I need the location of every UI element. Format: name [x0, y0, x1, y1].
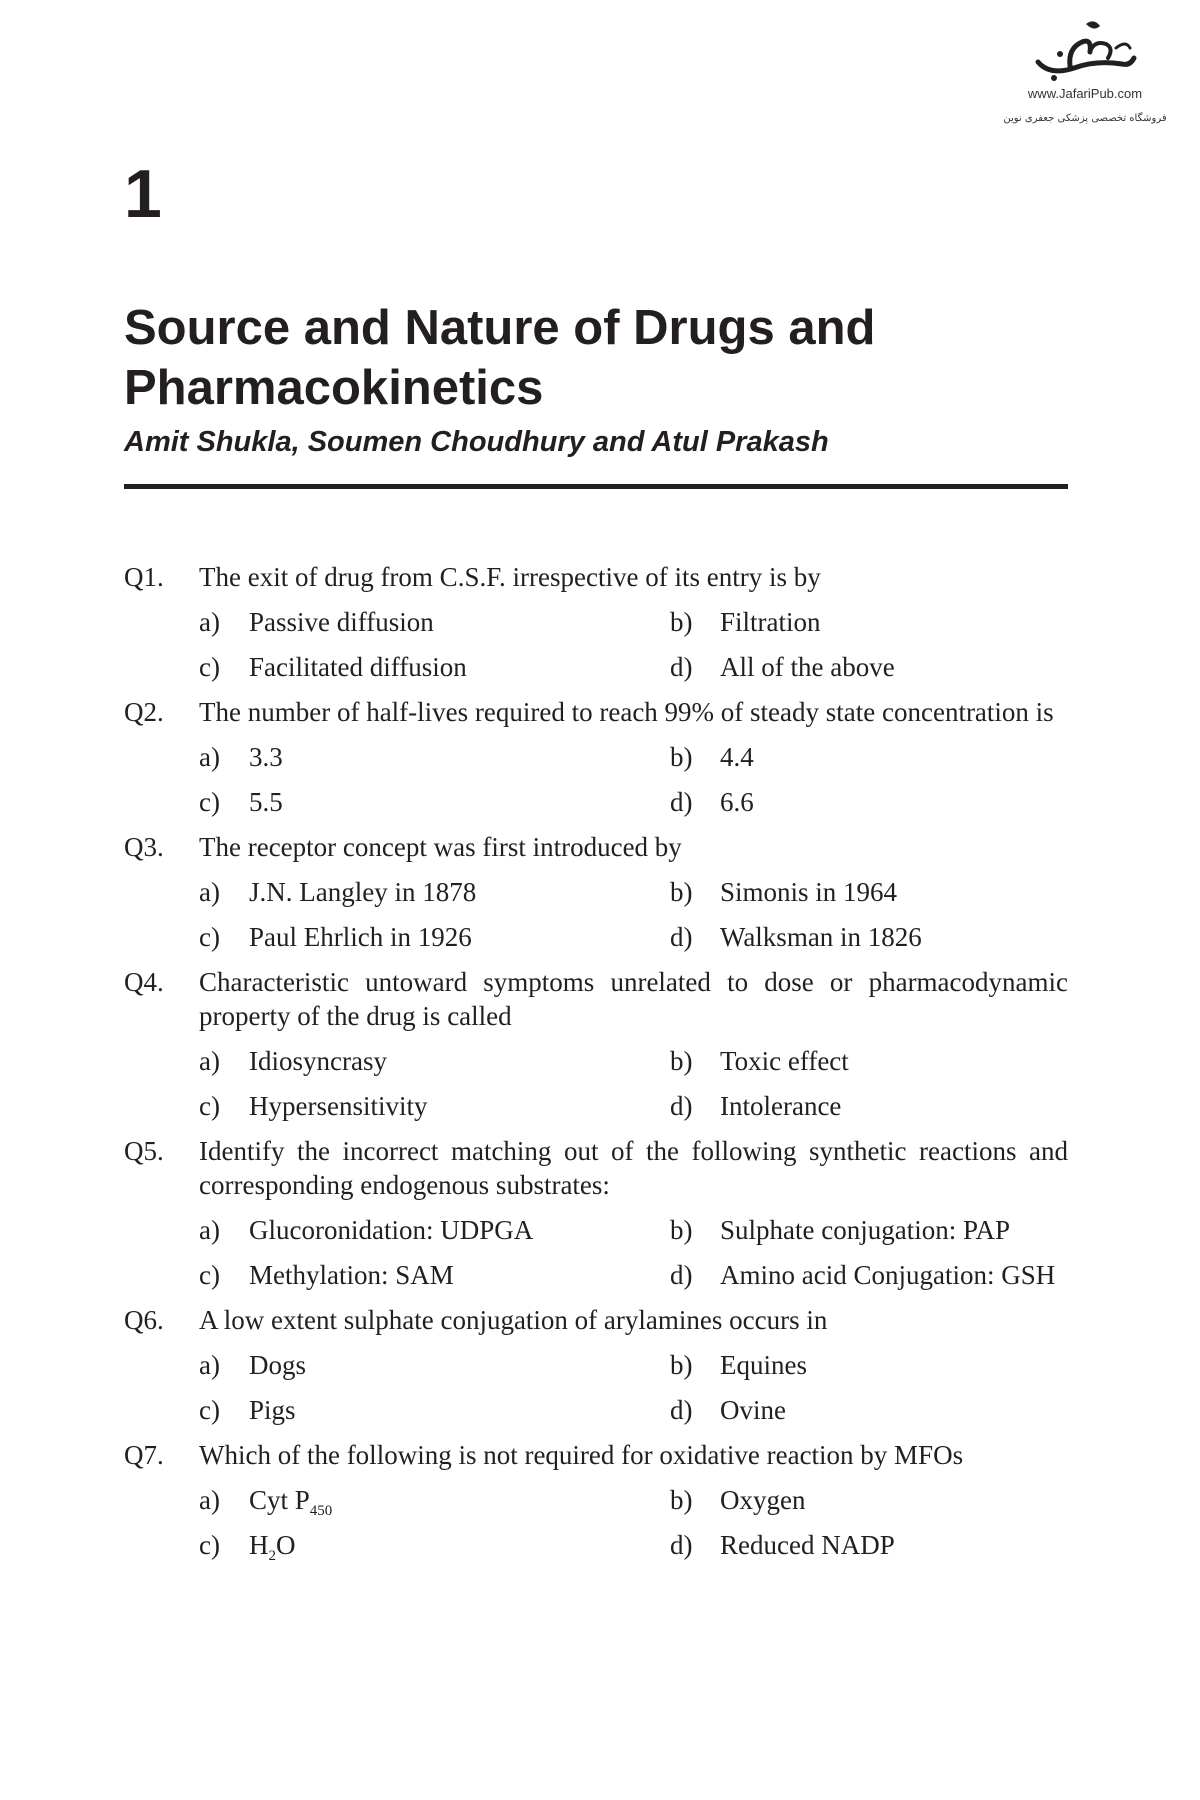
answer-options	[199, 605, 1068, 695]
option-text	[249, 605, 670, 639]
answer-options	[199, 1213, 1068, 1303]
option-text	[249, 650, 670, 684]
question-item	[124, 1134, 1068, 1303]
option-main-text: 4.4	[720, 742, 754, 772]
option-text	[249, 1089, 670, 1123]
option-letter: c)	[199, 922, 220, 952]
answer-options	[199, 1348, 1068, 1438]
option-text	[720, 1393, 1068, 1427]
option-letter: d)	[670, 787, 693, 817]
title-divider	[124, 484, 1068, 489]
answer-option	[199, 1213, 670, 1247]
option-main-text: J.N. Langley in 1878	[249, 877, 477, 907]
question-row	[124, 1438, 1068, 1472]
answer-option	[199, 875, 670, 909]
answer-option	[199, 1348, 670, 1382]
option-letter: a)	[199, 742, 220, 772]
question-row	[124, 695, 1068, 729]
option-suffix-text: O	[276, 1530, 296, 1560]
question-row	[124, 560, 1068, 594]
option-letter: c)	[199, 1530, 220, 1560]
question-number: Q7.	[124, 1440, 164, 1470]
answer-options	[199, 1483, 1068, 1573]
answer-option	[670, 1044, 1068, 1078]
option-letter: d)	[670, 1091, 693, 1121]
answer-option	[199, 1258, 670, 1292]
answer-option	[199, 740, 670, 774]
option-text	[720, 1258, 1068, 1292]
option-main-text: Intolerance	[720, 1091, 842, 1121]
option-main-text: Toxic effect	[720, 1046, 849, 1076]
option-text	[720, 1213, 1068, 1247]
answer-option	[199, 650, 670, 684]
option-main-text: Reduced NADP	[720, 1530, 895, 1560]
option-text	[720, 920, 1068, 954]
option-letter: b)	[670, 742, 693, 772]
question-list	[124, 560, 1068, 1573]
option-letter: a)	[199, 877, 220, 907]
option-text	[720, 875, 1068, 909]
answer-option	[670, 875, 1068, 909]
option-letter: a)	[199, 607, 220, 637]
option-main-text: Oxygen	[720, 1485, 806, 1515]
answer-option	[199, 1528, 670, 1562]
option-main-text: Paul Ehrlich in 1926	[249, 922, 472, 952]
option-text	[249, 920, 670, 954]
option-main-text: H	[249, 1530, 269, 1560]
question-row	[124, 1303, 1068, 1337]
answer-option	[199, 1393, 670, 1427]
answer-option	[670, 650, 1068, 684]
answer-option	[670, 1528, 1068, 1562]
option-text	[249, 1348, 670, 1382]
option-text	[720, 1483, 1068, 1517]
option-main-text: Cyt P	[249, 1485, 310, 1515]
option-letter: c)	[199, 787, 220, 817]
option-text	[720, 740, 1068, 774]
option-text	[720, 605, 1068, 639]
option-letter: b)	[670, 1485, 693, 1515]
answer-option	[199, 785, 670, 819]
answer-option	[199, 605, 670, 639]
option-main-text: 6.6	[720, 787, 754, 817]
option-letter: a)	[199, 1350, 220, 1380]
option-subscript: 2	[268, 1548, 276, 1564]
option-text	[720, 1528, 1068, 1562]
option-main-text: Walksman in 1826	[720, 922, 922, 952]
answer-option	[199, 1089, 670, 1123]
option-letter: d)	[670, 652, 693, 682]
answer-option	[670, 1348, 1068, 1382]
option-main-text: Amino acid Conjugation: GSH	[720, 1260, 1056, 1290]
answer-options	[199, 875, 1068, 965]
option-text	[249, 785, 670, 819]
question-item	[124, 1303, 1068, 1438]
option-letter: a)	[199, 1215, 220, 1245]
option-text	[249, 1258, 670, 1292]
option-text	[249, 740, 670, 774]
option-main-text: Glucoronidation: UDPGA	[249, 1215, 534, 1245]
option-text	[720, 1044, 1068, 1078]
option-main-text: 3.3	[249, 742, 283, 772]
option-main-text: Idiosyncrasy	[249, 1046, 387, 1076]
question-item	[124, 1438, 1068, 1573]
option-main-text: All of the above	[720, 652, 895, 682]
question-number: Q4.	[124, 967, 164, 997]
answer-option	[670, 920, 1068, 954]
chapter-title: Source and Nature of Drugs and Pharmacokinetics	[124, 301, 876, 415]
answer-options	[199, 1044, 1068, 1134]
question-number: Q1.	[124, 562, 164, 592]
question-item	[124, 695, 1068, 830]
question-text: Which of the following is not required for oxidative reaction by MFOs	[199, 1440, 964, 1470]
question-item	[124, 965, 1068, 1134]
option-main-text: Simonis in 1964	[720, 877, 898, 907]
answer-option	[670, 1483, 1068, 1517]
chapter-number: 1	[124, 156, 162, 232]
publisher-logo	[990, 18, 1180, 124]
option-text	[249, 875, 670, 909]
answer-option	[199, 920, 670, 954]
option-text	[720, 785, 1068, 819]
question-item	[124, 560, 1068, 695]
chapter-authors: Amit Shukla, Soumen Choudhury and Atul Prakash	[124, 426, 829, 458]
jafari-calligraphy-logo-icon	[1030, 18, 1140, 84]
question-text: The exit of drug from C.S.F. irrespective of its entry is by	[199, 562, 821, 592]
option-text	[720, 1348, 1068, 1382]
option-letter: b)	[670, 1215, 693, 1245]
option-letter: d)	[670, 922, 693, 952]
option-letter: b)	[670, 877, 693, 907]
option-letter: d)	[670, 1530, 693, 1560]
option-letter: a)	[199, 1485, 220, 1515]
question-text: Characteristic untoward symptoms unrelated to dose or pharmacodynamic property of the drug is called	[199, 967, 1068, 1031]
option-text	[249, 1483, 670, 1517]
option-letter: b)	[670, 1350, 693, 1380]
option-text	[249, 1393, 670, 1427]
option-text	[249, 1528, 670, 1562]
answer-option	[670, 605, 1068, 639]
option-main-text: Filtration	[720, 607, 821, 637]
option-main-text: Ovine	[720, 1395, 786, 1425]
question-text: A low extent sulphate conjugation of arylamines occurs in	[199, 1305, 828, 1335]
question-number: Q3.	[124, 832, 164, 862]
option-main-text: Equines	[720, 1350, 807, 1380]
answer-option	[199, 1483, 670, 1517]
option-letter: c)	[199, 1395, 220, 1425]
option-letter: c)	[199, 1260, 220, 1290]
question-number: Q2.	[124, 697, 164, 727]
option-letter: b)	[670, 1046, 693, 1076]
answer-option	[670, 740, 1068, 774]
option-letter: b)	[670, 607, 693, 637]
option-main-text: Methylation: SAM	[249, 1260, 454, 1290]
answer-option	[670, 1089, 1068, 1123]
question-number: Q6.	[124, 1305, 164, 1335]
option-main-text: 5.5	[249, 787, 283, 817]
option-letter: a)	[199, 1046, 220, 1076]
question-row	[124, 1134, 1068, 1202]
answer-option	[670, 1213, 1068, 1247]
option-text	[249, 1044, 670, 1078]
option-main-text: Sulphate conjugation: PAP	[720, 1215, 1011, 1245]
option-text	[720, 1089, 1068, 1123]
option-subscript: 450	[309, 1503, 333, 1519]
question-row	[124, 830, 1068, 864]
question-row	[124, 965, 1068, 1033]
option-main-text: Pigs	[249, 1395, 296, 1425]
answer-option	[199, 1044, 670, 1078]
option-main-text: Passive diffusion	[249, 607, 434, 637]
answer-option	[670, 785, 1068, 819]
option-text	[249, 1213, 670, 1247]
option-main-text: Dogs	[249, 1350, 307, 1380]
option-text	[720, 650, 1068, 684]
question-item	[124, 830, 1068, 965]
option-letter: d)	[670, 1395, 693, 1425]
question-number: Q5.	[124, 1136, 164, 1166]
option-main-text: Hypersensitivity	[249, 1091, 428, 1121]
publisher-url: www.JafariPub.com	[1027, 86, 1143, 101]
question-text: The receptor concept was first introduced by	[199, 832, 682, 862]
answer-option	[670, 1258, 1068, 1292]
option-letter: c)	[199, 652, 220, 682]
question-text: The number of half-lives required to reach 99% of steady state concentration is	[199, 697, 1054, 727]
option-letter: d)	[670, 1260, 693, 1290]
publisher-tagline: فروشگاه تخصصی پزشکی جعفری نوین	[1003, 113, 1167, 124]
answer-options	[199, 740, 1068, 830]
option-main-text: Facilitated diffusion	[249, 652, 467, 682]
answer-option	[670, 1393, 1068, 1427]
option-letter: c)	[199, 1091, 220, 1121]
question-text: Identify the incorrect matching out of the following synthetic reactions and corresponding endogenous substrates:	[199, 1136, 1068, 1200]
